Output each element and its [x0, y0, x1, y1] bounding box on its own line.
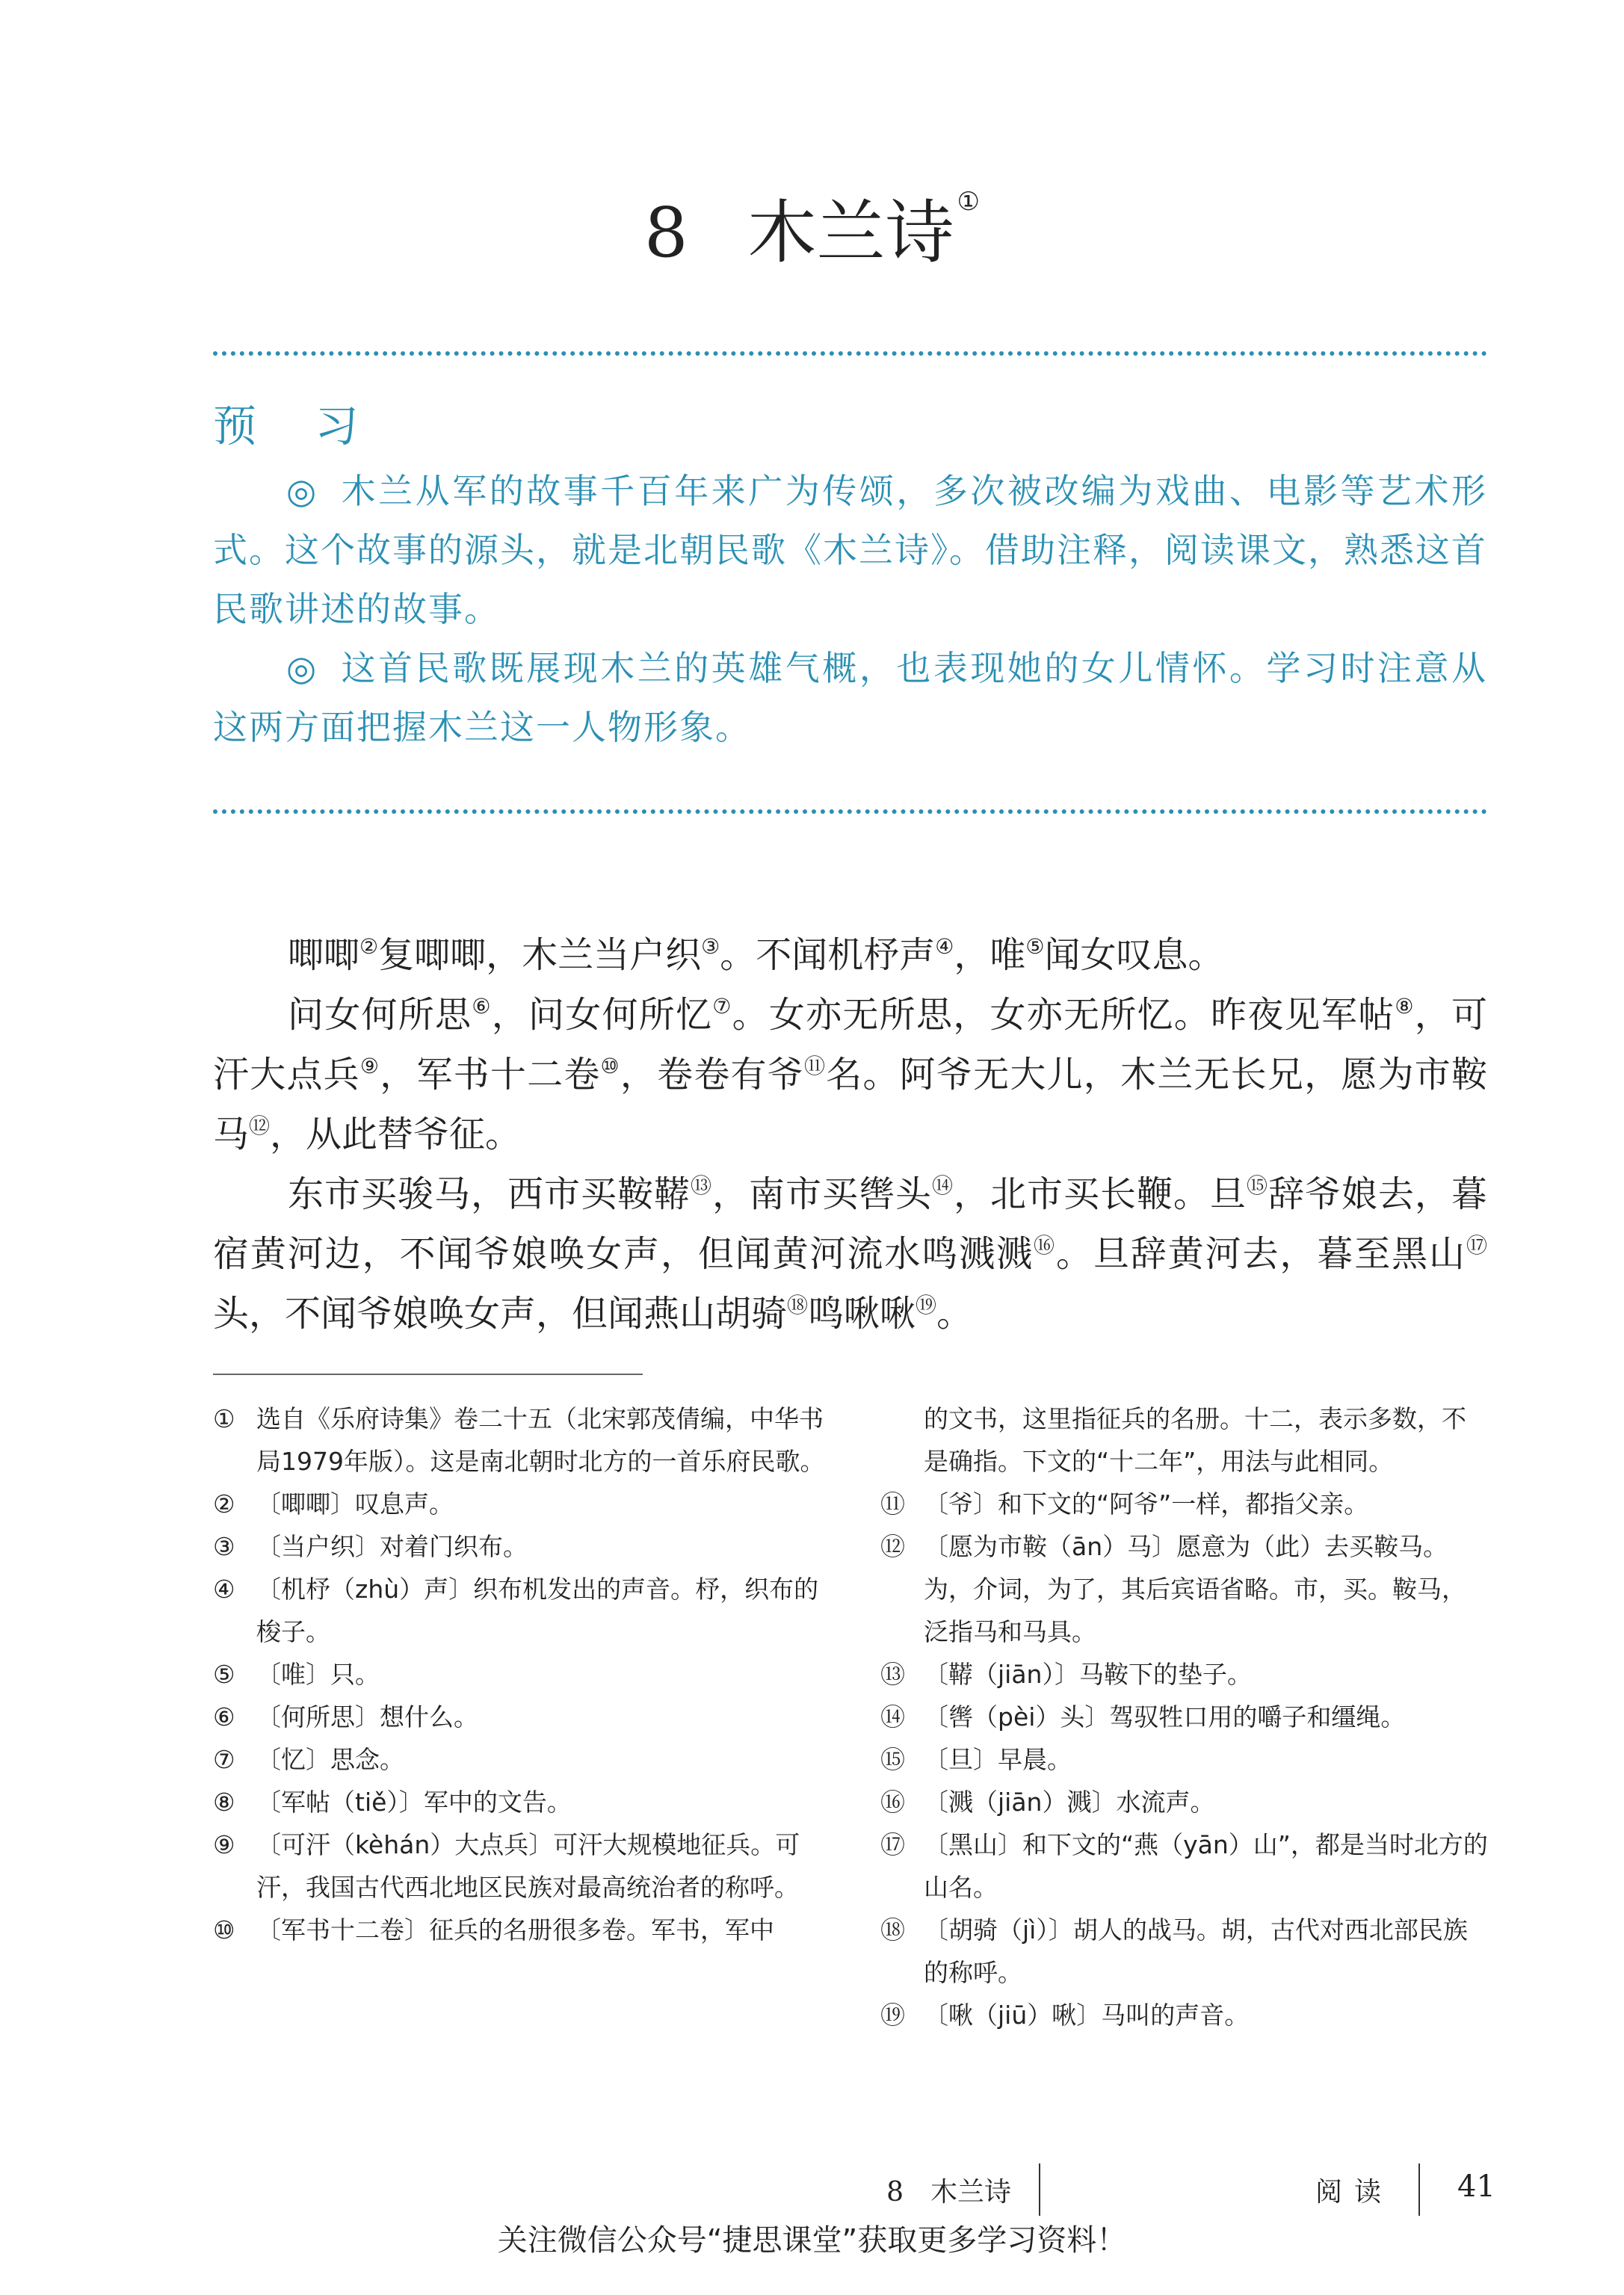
- footnote-text: 〔爷〕和下文的“阿爷”一样，都指父亲。: [924, 1489, 1369, 1519]
- preview-paragraph: ◎ 木兰从军的故事千百年来广为传颂，多次被改编为戏曲、电影等艺术形式。这个故事的源头，就是北朝民歌《木兰诗》。借助注释，阅读课文，熟悉这首民歌讲述的故事。: [213, 471, 1488, 629]
- footnote-item: [880, 1994, 1489, 2036]
- poem-text: 复唧唧，木兰当户织: [378, 934, 702, 976]
- footnotes-right-column: [880, 1397, 1489, 2036]
- footnote-mark: ⑦: [712, 994, 732, 1019]
- footnote-number: ⑦: [213, 1745, 235, 1774]
- footnote-item: [880, 1909, 1489, 1994]
- footnote-number: ⑯: [880, 1788, 905, 1817]
- footnote-item: [880, 1483, 1489, 1525]
- footnote-text: 〔可汗（kèhán）大点兵〕可汗大规模地征兵。可汗，我国古代西北地区民族对最高统治者的称呼。: [256, 1830, 800, 1902]
- poem-paragraph-3: [213, 1164, 1487, 1344]
- preview-body: [213, 462, 1487, 757]
- preview-heading: 预 习: [213, 401, 381, 451]
- footnote-number: ⑨: [213, 1830, 235, 1859]
- footnote-item: [213, 1696, 833, 1738]
- footnote-number: ③: [213, 1532, 235, 1561]
- footnote-mark: ⑮: [1246, 1173, 1268, 1198]
- page-number: 41: [1457, 2169, 1495, 2204]
- footnote-item: [213, 1738, 833, 1781]
- footnote-mark: ⑪: [803, 1054, 827, 1078]
- poem-text: 闻女叹息。: [1044, 934, 1224, 976]
- footer-section: 阅读: [1315, 2177, 1394, 2208]
- poem-text: 鸣啾啾: [808, 1293, 916, 1335]
- footnote-item: [880, 1781, 1489, 1823]
- divider-top: [213, 351, 1487, 356]
- footnote-text: 〔军书十二卷〕征兵的名册很多卷。军书，军中: [256, 1915, 774, 1945]
- footnote-item: [213, 1397, 833, 1483]
- footnote-text: 〔唯〕只。: [256, 1660, 380, 1689]
- footnote-number: ⑥: [213, 1702, 235, 1732]
- footnote-item: [213, 1909, 833, 1951]
- footnote-item: [213, 1653, 833, 1696]
- poem-text: 问女何所思: [288, 994, 472, 1036]
- footnote-text: 〔机杼（zhù）声〕织布机发出的声音。杼，织布的梭子。: [256, 1575, 819, 1646]
- poem-text: 。旦辞黄河去，暮至黑山: [1055, 1233, 1466, 1275]
- footnote-number: ⑫: [880, 1532, 905, 1561]
- footnote-text: 〔忆〕思念。: [256, 1745, 404, 1774]
- footnote-mark: ⑰: [1466, 1233, 1487, 1258]
- footnote-item: [880, 1696, 1489, 1738]
- poem-text: 头，不闻爷娘唤女声，但闻燕山胡骑: [213, 1293, 788, 1335]
- poem-text: ，北市买长鞭。旦: [953, 1173, 1247, 1215]
- footnote-text: 选自《乐府诗集》卷二十五（北宋郭茂倩编，中华书局1979年版）。这是南北朝时北方的一首乐府民歌。: [256, 1404, 825, 1476]
- lesson-number: 8: [643, 193, 688, 273]
- footer-divider: [1039, 2163, 1040, 2216]
- footnote-number: ⑩: [213, 1915, 235, 1945]
- footnote-text: 〔何所思〕想什么。: [256, 1702, 478, 1732]
- footnote-mark: ⑯: [1034, 1233, 1056, 1258]
- footnote-number: ⑱: [880, 1915, 905, 1945]
- footnote-mark: ⑩: [600, 1054, 620, 1078]
- footnote-mark: ⑭: [931, 1173, 954, 1198]
- footnote-mark: ⑲: [916, 1293, 937, 1318]
- bullet-icon: ◎: [286, 648, 319, 688]
- poem-text: 唧唧: [288, 934, 360, 976]
- page-footer: [0, 2163, 1624, 2216]
- preview-paragraph: ◎ 这首民歌既展现木兰的英雄气概，也表现她的女儿情怀。学习时注意从这两方面把握木兰这一人物形象。: [213, 648, 1488, 747]
- footnote-item: [880, 1525, 1489, 1653]
- footnote-number: ⑮: [880, 1745, 905, 1774]
- poem-text: ，可汗大点兵: [213, 994, 1487, 1096]
- poem-text: 东市买骏马，西市买鞍鞯: [288, 1173, 691, 1215]
- footnote-mark: ⑧: [1395, 994, 1415, 1019]
- poem-text: 辞爷娘去，暮宿黄河边，不闻爷娘唤女声，但闻黄河流水鸣溅溅: [213, 1173, 1487, 1275]
- footnote-mark: ⑤: [1025, 934, 1045, 959]
- footnote-continuation: 的文书，这里指征兵的名册。十二，表示多数，不是确指。下文的“十二年”，用法与此相同。: [924, 1404, 1466, 1476]
- poem-text: ，唯: [954, 934, 1026, 976]
- poem-text: 。: [936, 1293, 973, 1335]
- lesson-title-text: 木兰诗: [747, 193, 954, 273]
- poem-text: ，从此替爷征。: [270, 1113, 522, 1155]
- poem-text: 。女亦无所思，女亦无所忆。昨夜见军帖: [732, 994, 1395, 1036]
- poem-text: ，南市买辔头: [711, 1173, 932, 1215]
- footnote-text: 〔黑山〕和下文的“燕（yān）山”，都是当时北方的山名。: [924, 1830, 1488, 1902]
- footnote-mark: ②: [359, 934, 379, 959]
- footnotes-right-list: [880, 1483, 1489, 2036]
- footnote-mark: ⑨: [359, 1054, 380, 1078]
- footnote-text: 〔军帖（tiě）〕军中的文告。: [256, 1788, 572, 1817]
- footnote-mark: ③: [701, 934, 720, 959]
- poem-paragraph-1: [213, 925, 1487, 985]
- footnote-number: ⑲: [880, 2001, 905, 2030]
- footnotes-left-column: [213, 1397, 833, 1951]
- footnote-number: ⑰: [880, 1830, 905, 1859]
- footnote-text: 〔辔（pèi）头〕驾驭牲口用的嚼子和缰绳。: [924, 1702, 1406, 1732]
- footnote-text: 〔旦〕早晨。: [924, 1745, 1072, 1774]
- footnote-number: ⑤: [213, 1660, 235, 1689]
- footnote-number: ⑬: [880, 1660, 905, 1689]
- footer-divider: [1418, 2163, 1420, 2216]
- footnote-number: ⑪: [880, 1489, 905, 1519]
- footnote-rule: [213, 1374, 643, 1375]
- watermark-text: 关注微信公众号“捷思课堂”获取更多学习资料！: [497, 2223, 1127, 2258]
- poem-text: 名。阿爷无大儿，木兰无长兄，愿为市鞍马: [213, 1054, 1487, 1155]
- footnote-number: ②: [213, 1489, 235, 1519]
- poem-paragraph-2: [213, 985, 1487, 1164]
- footnote-mark: ④: [935, 934, 954, 959]
- footnote-item: [880, 1738, 1489, 1781]
- poem-text: ，卷卷有爷: [620, 1054, 804, 1096]
- footnote-text: 〔胡骑（jì）〕胡人的战马。胡，古代对西北部民族的称呼。: [924, 1915, 1468, 1987]
- poem-text: ，军书十二卷: [380, 1054, 601, 1096]
- footnote-item: [213, 1568, 833, 1653]
- footnote-text: 〔鞯（jiān）〕马鞍下的垫子。: [924, 1660, 1252, 1689]
- footnote-text: 〔愿为市鞍（ān）马〕愿意为（此）去买鞍马。为，介词，为了，其后宾语省略。市，买。鞍马，泛指马和马具。: [924, 1532, 1466, 1646]
- footnote-mark: ⑬: [690, 1173, 712, 1198]
- footnote-number: ⑧: [213, 1788, 235, 1817]
- footnote-text: 〔溅（jiān）溅〕水流声。: [924, 1788, 1215, 1817]
- footnote-mark: ⑥: [472, 994, 492, 1019]
- footnote-item: [880, 1823, 1489, 1909]
- footnote-item: [213, 1823, 833, 1909]
- footnote-number: ④: [213, 1575, 235, 1604]
- footnote-number: ⑭: [880, 1702, 905, 1732]
- footer-chapter: 8 木兰诗: [886, 2177, 1011, 2208]
- footnote-item: [213, 1483, 833, 1525]
- title-footnote-mark: ①: [957, 187, 981, 217]
- poem-body: [213, 925, 1487, 1344]
- poem-text: ，问女何所忆: [491, 994, 713, 1036]
- footnote-number: ①: [213, 1404, 235, 1433]
- poem-text: 。不闻机杼声: [720, 934, 936, 976]
- footnote-text: 〔当户织〕对着门织布。: [256, 1532, 528, 1561]
- footnote-text: 〔唧唧〕叹息声。: [256, 1489, 454, 1519]
- lesson-title: [0, 161, 1624, 274]
- divider-bottom: [213, 809, 1487, 814]
- footnote-item: [213, 1781, 833, 1823]
- bullet-icon: ◎: [286, 471, 319, 511]
- footnote-text: 〔啾（jiū）啾〕马叫的声音。: [924, 2001, 1250, 2030]
- footnote-mark: ⑱: [787, 1293, 809, 1318]
- footnote-mark: ⑫: [249, 1113, 271, 1138]
- footnote-item: [213, 1525, 833, 1568]
- footnote-item: [880, 1653, 1489, 1696]
